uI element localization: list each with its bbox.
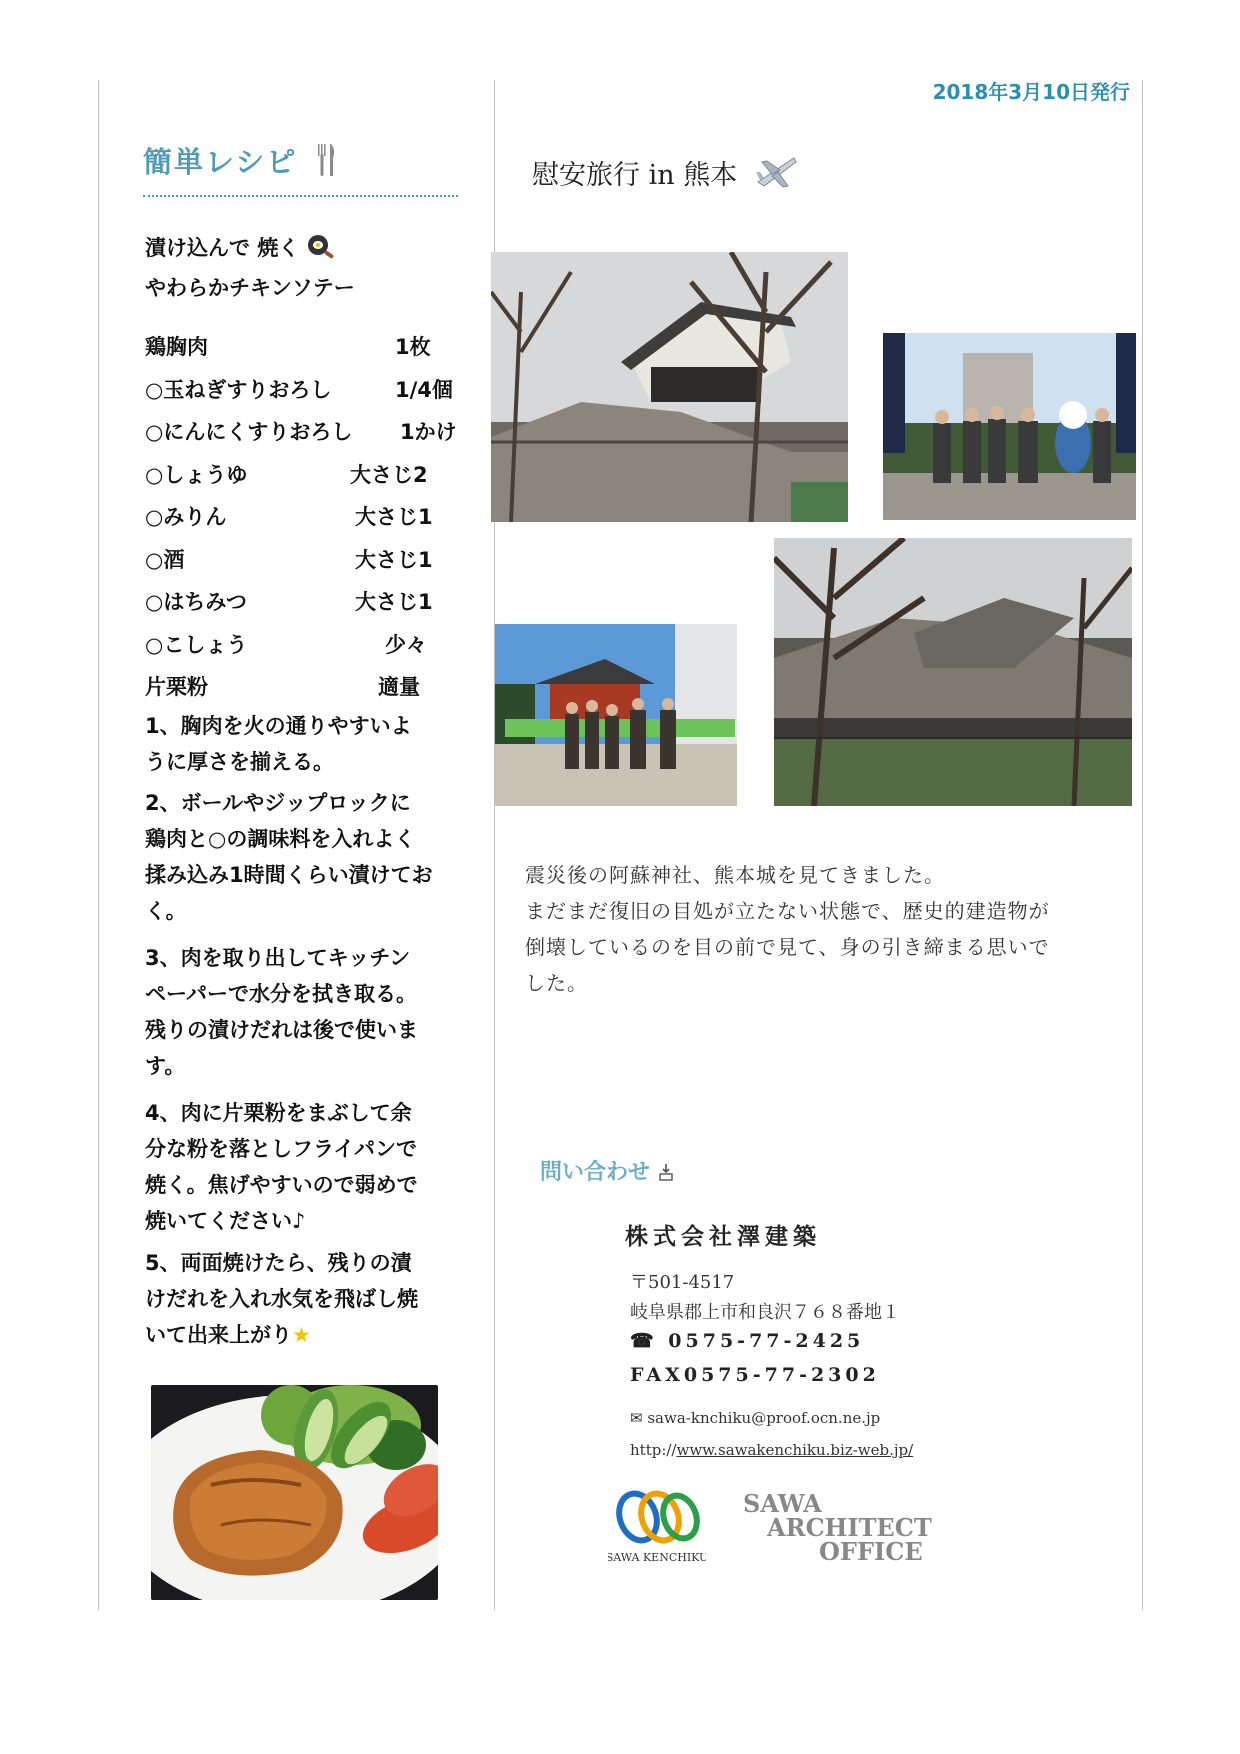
ingredient-amount: 1枚 <box>395 335 431 359</box>
recipe-step-line: 1、胸肉を火の通りやすいよ <box>145 714 412 738</box>
logo-caption: SAWA KENCHIKU <box>608 1551 706 1564</box>
phone-line <box>630 1330 864 1352</box>
recipe-step <box>145 785 455 929</box>
company-name: 株式会社澤建築 <box>625 1223 821 1250</box>
collapsed-turret-photo <box>491 252 848 522</box>
ingredient-name: 片栗粉 <box>145 675 208 699</box>
ingredient-name: ○はちみつ <box>145 590 247 614</box>
ingredient-row <box>145 544 465 574</box>
ingredient-amount: 少々 <box>385 632 427 657</box>
recipe-step <box>145 1095 455 1239</box>
ingredient-amount: 大さじ1 <box>355 505 433 529</box>
ingredient-amount: 1/4個 <box>395 377 453 402</box>
mailbox-icon <box>658 1161 674 1187</box>
recipe-step-line: す。 <box>145 1054 186 1078</box>
ingredient-row <box>145 501 465 531</box>
ingredient-row <box>145 671 465 701</box>
recipe-step-line: 5、両面焼けたら、残りの漬 <box>145 1251 412 1275</box>
recipe-step-line: 焼く。焦げやすいので弱めで <box>145 1173 418 1197</box>
ingredient-row <box>145 331 465 361</box>
recipe-step-line: 鶏肉と○の調味料を入れよく <box>145 827 416 851</box>
ingredient-name: ○にんにくすりおろし <box>145 420 353 444</box>
recipe-step <box>145 708 455 780</box>
ingredient-amount: 適量 <box>378 675 420 699</box>
ingredient-name: ○みりん <box>145 505 227 529</box>
sawa-architect-office-logo <box>743 1489 932 1566</box>
dish-title-text: 漬け込んで 焼く <box>145 236 300 260</box>
website-url: www.sawakenchiku.biz-web.jp/ <box>676 1441 914 1459</box>
recipe-step-line: 2、ボールやジップロックに <box>145 791 411 815</box>
ingredient-amount: 大さじ1 <box>355 590 433 614</box>
website-prefix: http:// <box>630 1441 677 1459</box>
email-address: sawa-knchiku@proof.ocn.ne.jp <box>647 1409 881 1427</box>
recipe-step-line: 残りの漬けだれは後で使いま <box>145 1018 418 1042</box>
issue-date: 2018年3月10日発行 <box>932 80 1130 104</box>
fax-number: FAX0575-77-2302 <box>630 1364 880 1386</box>
recipe-step <box>145 1245 455 1353</box>
group-at-castle-photo <box>883 333 1136 520</box>
airplane-icon <box>754 152 798 192</box>
logo-text-line: ARCHITECT <box>767 1513 932 1542</box>
postal-code: 〒501-4517 <box>630 1272 735 1293</box>
recipe-step-line: 分な粉を落としフライパンで <box>145 1137 417 1161</box>
dish-title-line1 <box>145 232 337 264</box>
dish-title-line2: やわらかチキンソテー <box>145 276 355 300</box>
star-icon: ★ <box>292 1323 311 1347</box>
chicken-saute-photo <box>151 1385 438 1600</box>
ingredient-name: ○こしょう <box>145 632 248 657</box>
contact-heading-text: 問い合わせ <box>540 1159 651 1185</box>
email-line[interactable] <box>630 1409 880 1427</box>
website-link[interactable] <box>630 1441 913 1459</box>
address: 岐阜県郡上市和良沢７６８番地１ <box>630 1302 900 1323</box>
ingredient-amount: 大さじ2 <box>350 462 428 487</box>
ingredient-row <box>145 459 465 489</box>
trip-report-line: した。 <box>525 971 588 995</box>
recipe-step-line: うに厚さを揃える。 <box>145 750 334 774</box>
recipe-step-line: けだれを入れ水気を飛ばし焼 <box>145 1287 418 1311</box>
recipe-step-line: 揉み込み1時間くらい漬けてお <box>145 863 433 887</box>
frying-pan-icon <box>307 233 337 264</box>
recipe-step-line <box>145 1317 455 1353</box>
ingredient-row <box>145 374 465 404</box>
ingredient-row <box>145 629 465 659</box>
ingredient-amount: 1かけ <box>400 420 457 444</box>
trip-title <box>532 152 798 192</box>
left-border-line <box>98 80 99 1610</box>
trip-report <box>525 857 1110 1001</box>
recipe-step-line: く。 <box>145 899 187 923</box>
aso-shrine-group-photo <box>495 624 737 806</box>
logo-text-line: OFFICE <box>819 1537 923 1566</box>
trip-title-text: 慰安旅行 in 熊本 <box>532 160 738 191</box>
recipe-step-line: 3、肉を取り出してキッチン <box>145 946 411 970</box>
ingredient-row <box>145 416 465 446</box>
logo-text-line: SAWA <box>743 1489 822 1518</box>
ingredient-name: ○酒 <box>145 547 185 572</box>
contact-heading <box>540 1155 674 1187</box>
sawa-kenchiku-logo <box>608 1485 706 1565</box>
phone-icon: ☎ <box>630 1330 658 1352</box>
recipe-step <box>145 940 455 1084</box>
recipe-heading-text: 簡単レシピ <box>143 145 298 179</box>
right-border-line <box>1142 80 1143 1610</box>
ingredient-amount: 大さじ1 <box>355 547 433 572</box>
ingredient-name: ○しょうゆ <box>145 462 248 487</box>
trip-report-line: 震災後の阿蘇神社、熊本城を見てきました。 <box>525 863 945 887</box>
ingredient-row <box>145 586 465 616</box>
recipe-heading <box>143 140 337 181</box>
recipe-step-line: 4、肉に片栗粉をまぶして余 <box>145 1101 412 1125</box>
recipe-step-text: いて出来上がり <box>145 1323 292 1347</box>
heading-dotted-rule <box>143 195 458 197</box>
collapsed-wall-photo <box>774 538 1132 806</box>
trip-report-line: まだまだ復旧の目処が立たない状態で、歴史的建造物が <box>525 899 1050 923</box>
trip-report-line: 倒壊しているのを目の前で見て、身の引き締まる思いで <box>525 935 1050 959</box>
fork-knife-icon <box>315 142 337 178</box>
phone-number: 0575-77-2425 <box>668 1330 865 1352</box>
recipe-step-line: ペーパーで水分を拭き取る。 <box>145 982 417 1006</box>
ingredient-name: 鶏胸肉 <box>145 335 208 359</box>
ingredient-name: ○玉ねぎすりおろし <box>145 377 332 402</box>
email-icon: ✉ <box>630 1409 643 1427</box>
recipe-step-line: 焼いてください♪ <box>145 1209 306 1233</box>
